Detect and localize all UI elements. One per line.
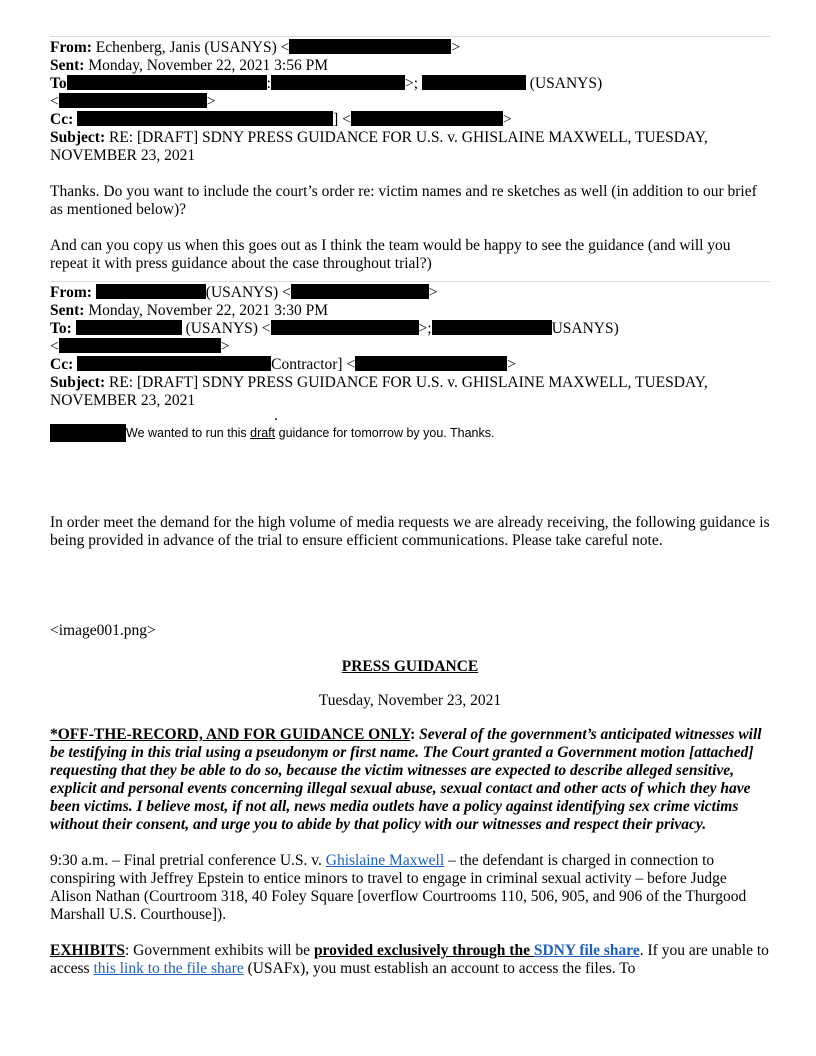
subject-value: RE: [DRAFT] SDNY PRESS GUIDANCE FOR U.S. v. GHISLAINE MAXWELL, TUESDAY, NOVEMBER 23, 2021 (50, 129, 708, 164)
exhibits-paragraph (50, 942, 770, 978)
sent-value: Monday, November 22, 2021 3:56 PM (88, 57, 328, 74)
note-text: We wanted to run this (126, 426, 251, 440)
to-tail: USANYS) (551, 320, 619, 337)
intro-paragraph: In order meet the demand for the high volume of media requests we are already receiving, the following guidance is being provided in advance of the trial to ensure efficient communications. Please take careful note. (50, 514, 770, 549)
guidance-date: Tuesday, November 23, 2021 (318, 692, 502, 709)
redaction (289, 39, 451, 54)
redaction (77, 356, 271, 371)
divider (50, 36, 770, 37)
redaction (50, 424, 126, 442)
sdny-file-share-link[interactable]: SDNY file share (533, 942, 640, 959)
from-label: From: (50, 284, 92, 301)
to-label: To (50, 75, 67, 92)
schedule-text: – the defendant is charged in connection to conspiring with Jeffrey Epstein to entice minors to travel to engage in criminal sexual activity – before Judge Alison Nathan (Courtroom 318, 40 Foley Square [overflow Courtrooms 110, 506, 905, and 906 of the Thurgood Marshall U.S. Courthouse]). (50, 852, 747, 923)
subject-label: Subject: (50, 374, 106, 391)
file-share-link[interactable]: this link to the file share (93, 960, 244, 977)
note-underlined: draft (250, 426, 276, 440)
to-label: To: (50, 320, 72, 337)
exhibits-text: . If you are unable to access (50, 942, 769, 977)
redaction (432, 320, 552, 335)
exhibits-label: EXHIBITS (50, 942, 125, 959)
exhibits-bold: provided exclusively through the (313, 942, 534, 959)
redaction (422, 75, 526, 90)
dot: . (274, 407, 278, 424)
subject-label: Subject: (50, 129, 106, 146)
from-label: From: (50, 39, 92, 56)
redaction (96, 284, 206, 299)
draft-note (50, 424, 770, 442)
off-the-record-paragraph (50, 726, 770, 834)
redaction (291, 284, 429, 299)
exhibits-text: : Government exhibits will be (124, 942, 314, 959)
otr-text: Several of the government’s anticipated witnesses will be testifying in this trial using a pseudonym or first name. The Court granted a Government motion [attached] requesting that they be able to do so, because the victim witnesses are expected to describe alleged sensitive, explicit and personal events concerning illegal sexual abuse, sexual contact and other acts of which they have been victims. I believe most, if not all, news media outlets have a policy against identifying sex crime victims without their consent, and urge you to abide by that policy with our witnesses and respect their privacy. (50, 726, 762, 833)
otr-label: *OFF-THE-RECORD, AND FOR GUIDANCE ONLY (50, 726, 411, 743)
image-reference: <image001.png> (50, 622, 156, 639)
guidance-title: PRESS GUIDANCE (341, 658, 479, 675)
redaction (77, 111, 333, 126)
redaction (351, 111, 503, 126)
sent-value: Monday, November 22, 2021 3:30 PM (88, 302, 328, 319)
schedule-paragraph (50, 852, 770, 924)
cc-label: Cc: (50, 111, 74, 128)
email-header-2: From: (USANYS) < > Sent: Monday, November 22, 2021 3:30 PM To: (USANYS) < >; USANYS) < > Cc: Contractor] < > Subject: RE: [DRAFT] SDNY PRESS GUIDANCE FOR U.S. v. GHISLAINE MAXWELL, TUESDAY, NOVEMBER 23, 2021 . (50, 284, 770, 422)
email-body-paragraph: And can you copy us when this goes out as I think the team would be happy to see the guidance (and will you repeat it with press guidance about the case throughout trial?) (50, 237, 731, 272)
redaction (271, 75, 405, 90)
divider (50, 281, 770, 282)
sent-label: Sent: (50, 57, 85, 74)
from-value: Echenberg, Janis (USANYS) < (95, 39, 290, 56)
redaction (67, 75, 267, 90)
to-mid: (USANYS) < (185, 320, 271, 337)
redaction (59, 93, 207, 108)
exhibits-text: (USAFx), you must establish an account to access the files. To (243, 960, 636, 977)
sent-label: Sent: (50, 302, 85, 319)
cc-label: Cc: (50, 356, 74, 373)
cc-value: Contractor] < (271, 356, 356, 373)
subject-value: RE: [DRAFT] SDNY PRESS GUIDANCE FOR U.S. v. GHISLAINE MAXWELL, TUESDAY, NOVEMBER 23, 2021 (50, 374, 708, 409)
redaction (271, 320, 419, 335)
email-page (50, 36, 770, 978)
schedule-text: 9:30 a.m. – Final pretrial conference U.S. v. (50, 852, 326, 869)
redaction (355, 356, 507, 371)
email-header-1: From: Echenberg, Janis (USANYS) < > Sent: Monday, November 22, 2021 3:56 PM To : >; (USANYS) < > Cc: ] < > Subject: RE: [DRAFT] SDNY PRESS GUIDANCE FOR U.S. v. GHISLAINE MAXWELL, TUESDAY, NOVEMBER 23, 2021 (50, 39, 708, 164)
redaction (59, 338, 221, 353)
maxwell-link[interactable]: Ghislaine Maxwell (325, 852, 445, 869)
otr-colon: : (410, 726, 420, 743)
email-body-paragraph: Thanks. Do you want to include the court’s order re: victim names and re sketches as well (in addition to our brief as mentioned below)? (50, 183, 757, 218)
redaction (76, 320, 182, 335)
to-tail: (USANYS) (529, 75, 603, 92)
from-value: (USANYS) < (205, 284, 291, 301)
note-text: guidance for tomorrow by you. Thanks. (275, 426, 495, 440)
